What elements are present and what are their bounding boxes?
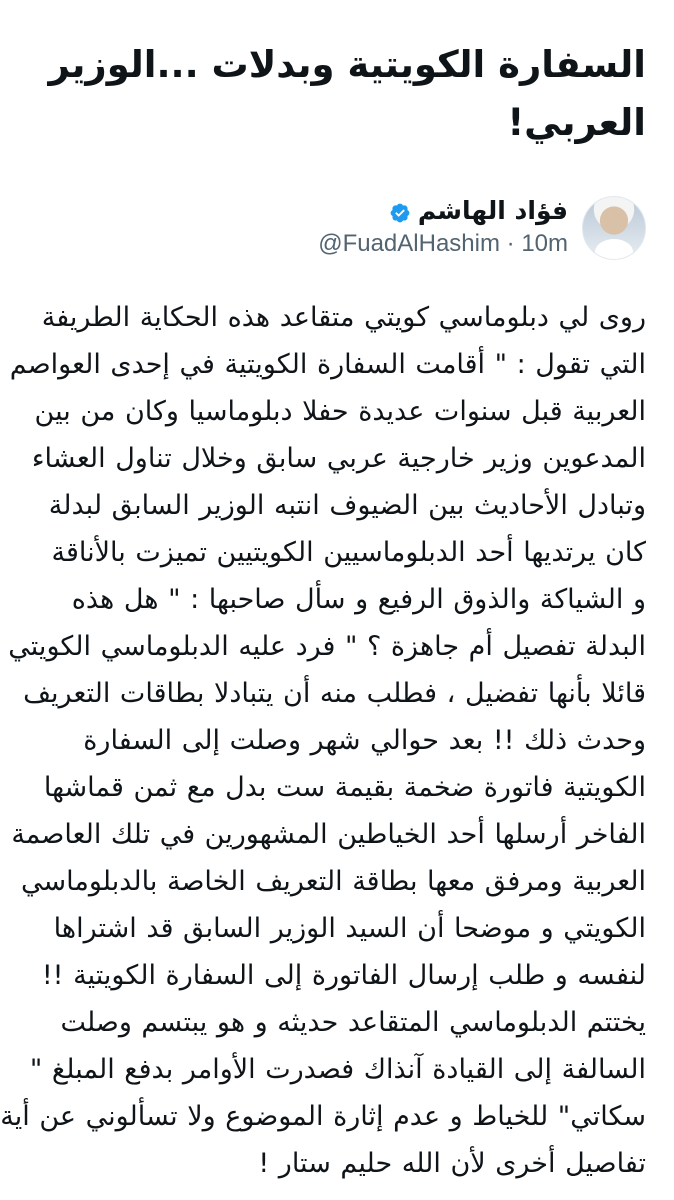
author-name[interactable]: فؤاد الهاشم xyxy=(417,196,568,225)
tweet-line: لنفسه و طلب إرسال الفاتورة إلى السفارة الكويتية !! xyxy=(41,960,646,991)
tweet-line: الفاخر أرسلها أحد الخياطين المشهورين في تلك العاصمة xyxy=(11,819,646,850)
tweet-line: سكاتي" للخياط و عدم إثارة الموضوع ولا تسألوني عن أية xyxy=(0,1101,646,1132)
tweet-line: العربية ومرفق معها بطاقة التعريف الخاصة بالدبلوماسي xyxy=(21,866,646,897)
author-handle-line xyxy=(318,227,568,261)
author-row xyxy=(34,192,646,264)
tweet-line: التي تقول : " أقامت السفارة الكويتية في إحدى العواصم xyxy=(9,349,646,380)
headline xyxy=(34,0,646,152)
headline-line-2: العربي! xyxy=(507,101,646,144)
tweet-line: وحدث ذلك !! بعد حوالي شهر وصلت إلى السفارة xyxy=(83,725,646,756)
tweet-line: يختتم الدبلوماسي المتقاعد حديثه و هو يبتسم وصلت xyxy=(60,1007,646,1038)
meta-separator: · xyxy=(506,230,515,257)
author-handle[interactable]: @FuadAlHashim xyxy=(318,230,500,257)
tweet-line: الكويتي و موضحا أن السيد الوزير السابق قد اشتراها xyxy=(53,913,646,944)
tweet-line: و الشياكة والذوق الرفيع و سأل صاحبها : " هل هذه xyxy=(71,584,646,615)
tweet-line: البدلة تفصيل أم جاهزة ؟ " فرد عليه الدبلوماسي الكويتي xyxy=(8,631,646,662)
tweet-line: الكويتية فاتورة ضخمة بقيمة ست بدل مع ثمن قماشها xyxy=(43,772,646,803)
tweet-line: السالفة إلى القيادة آنذاك فصدرت الأوامر بدفع المبلغ " xyxy=(29,1054,646,1085)
post-time[interactable]: 10m xyxy=(521,230,568,257)
avatar[interactable] xyxy=(582,196,646,260)
tweet-line: المدعوين وزير خارجية عربي سابق وخلال تناول العشاء xyxy=(31,443,646,474)
tweet-line: العربية قبل سنوات عديدة حفلا دبلوماسيا وكان من بين xyxy=(34,396,646,427)
tweet-line: تفاصيل أخرى لأن الله حليم ستار ! xyxy=(258,1148,646,1179)
author-meta xyxy=(318,195,568,261)
tweet-line: روى لي دبلوماسي كويتي متقاعد هذه الحكاية الطريفة xyxy=(41,302,646,333)
tweet-line: وتبادل الأحاديث بين الضيوف انتبه الوزير السابق لبدلة xyxy=(48,490,646,521)
author-name-line xyxy=(389,195,568,227)
tweet-text xyxy=(0,294,646,1187)
tweet-line: قائلا بأنها تفضيل ، فطلب منه أن يتبادلا بطاقات التعريف xyxy=(23,678,646,709)
headline-line-1: السفارة الكويتية وبدلات ...الوزير xyxy=(48,43,646,86)
tweet-line: كان يرتديها أحد الدبلوماسيين الكويتيين تميزت بالأناقة xyxy=(51,537,646,568)
verified-badge-icon xyxy=(389,200,411,222)
